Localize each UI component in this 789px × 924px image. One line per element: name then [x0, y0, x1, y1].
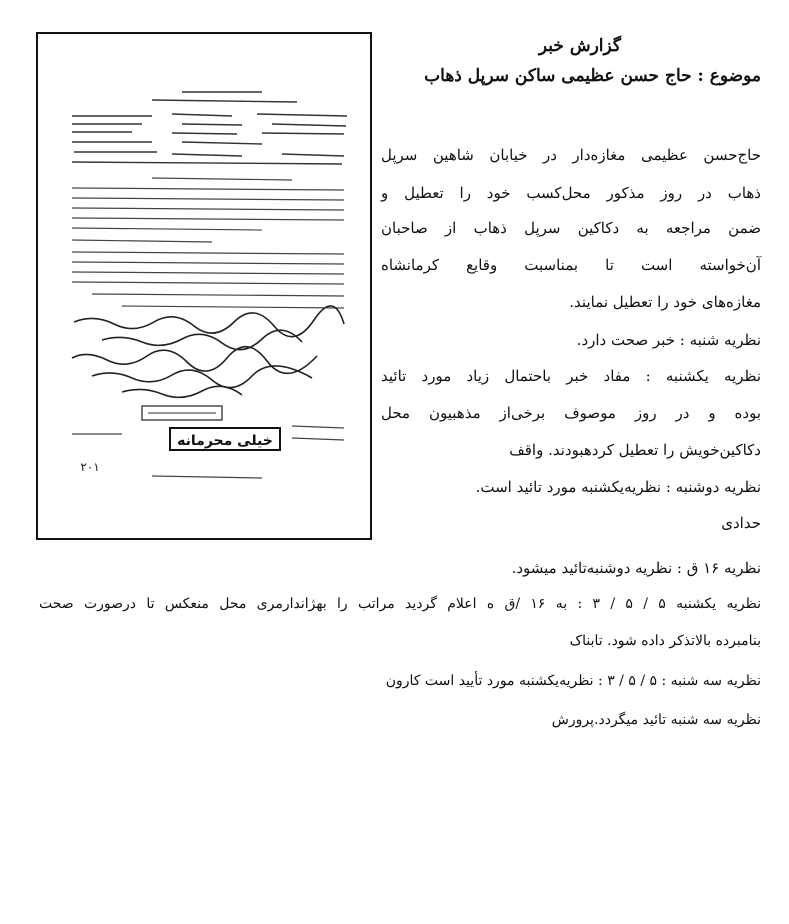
report-body-line: ضمن مراجعه به دکاکین سرپل ذهاب از صاحبان — [381, 219, 761, 237]
report-body-line: مغازه‌های خود را تعطیل نمایند. — [569, 293, 761, 311]
monday-opinion: نظریه دوشنبه : نظریه‌یکشنبه مورد تائید است. — [475, 478, 761, 496]
report-heading: گزارش خبر — [538, 36, 621, 56]
sunday-opinion-line: بوده و در روز موصوف برخی‌از مذهبیون محل — [381, 404, 761, 422]
report-body-line: ذهاب در روز مذکور محل‌کسب خود را تعطیل و — [381, 184, 761, 202]
report-body-line: حاج‌حسن عظیمی مغازه‌دار در خیابان شاهین سرپل — [381, 146, 761, 164]
sunday-5-5-3-opinion-line: نظریه یکشنبه ۵ / ۵ / ۳ : به ۱۶ /ق ه اعلام گردید مراتب را بهژاندارمری محل منعکس تا درصورت صحت — [39, 596, 762, 612]
signature-haddadi: حدادی — [721, 514, 761, 532]
report-body-line: آن‌خواسته است تا بمناسبت وقایع کرمانشاه — [381, 256, 761, 274]
saturday-opinion: نظریه شنبه : خبر صحت دارد. — [576, 331, 761, 349]
tuesday-5-5-3-opinion: نظریه سه شنبه : ۵ / ۵ / ۳ : نظریه‌یکشنبه مورد تأیید است کارون — [385, 673, 761, 689]
sunday-opinion-line: دکاکین‌خویش را تعطیل کردهبودند. واقف — [509, 441, 761, 459]
scanned-document-header-lines — [72, 92, 347, 164]
sunday-5-5-3-opinion-line: بنامبرده بالاتذکر داده شود. تابناک — [569, 633, 761, 649]
sunday-opinion-line: نظریه یکشنبه : مفاد خبر باحتمال زیاد مورد تائید — [381, 367, 761, 385]
tuesday-opinion: نظریه سه شنبه تائید میگردد.پرورش — [551, 712, 761, 728]
scanned-document-image — [62, 82, 354, 522]
scanned-document-body-lines — [72, 178, 344, 308]
report-subject: موضوع : حاج حسن عظیمی ساکن سرپل ذهاب — [424, 66, 761, 86]
scanned-document-stamp — [142, 406, 280, 450]
confidential-stamp-text: خیلی محرمانه — [177, 433, 273, 449]
scanned-document-handwriting — [72, 306, 344, 397]
opinion-16q: نظریه ۱۶ ق : نظریه دوشنبه‌تائید میشود. — [511, 559, 761, 577]
scanned-document-page-number: ۲۰۱ — [80, 460, 100, 474]
